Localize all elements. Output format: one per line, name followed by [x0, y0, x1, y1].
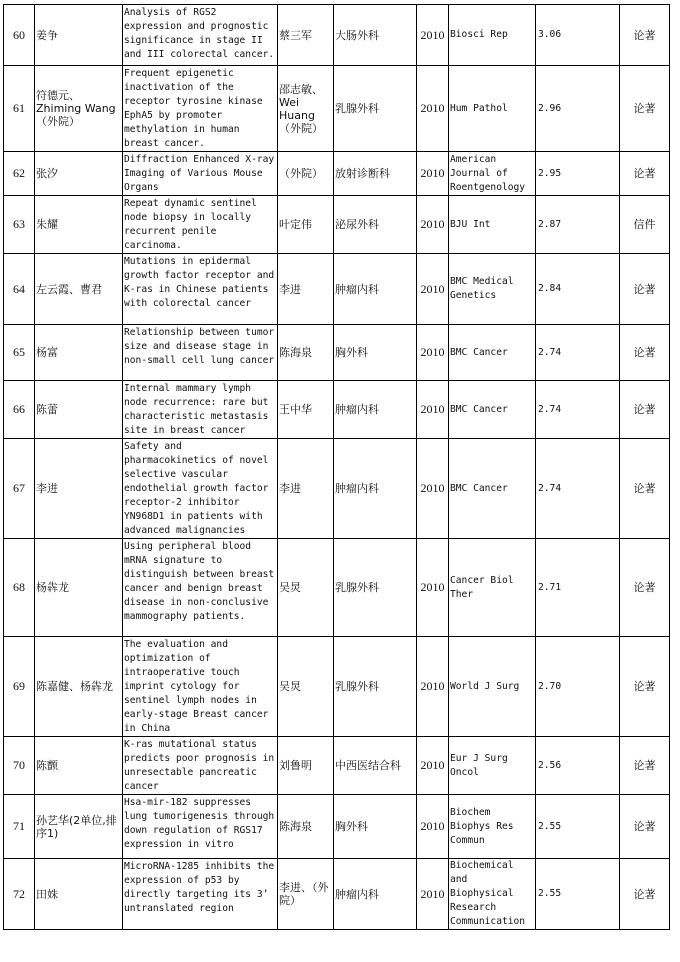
impact-factor-cell: 2.55	[536, 795, 620, 859]
article-type-cell: 论著	[620, 795, 670, 859]
row-number: 70	[4, 737, 35, 795]
paper-title-text: Diffraction Enhanced X-ray Imaging of Various Mouse Organs	[124, 154, 275, 193]
table-row	[4, 539, 670, 637]
impact-factor-cell: 2.84	[536, 254, 620, 325]
department-cell: 乳腺外科	[334, 66, 417, 152]
table-row	[4, 737, 670, 795]
author-cell: 符德元、Zhiming Wang （外院）	[35, 66, 123, 152]
table-row	[4, 439, 670, 539]
paper-title-text: Frequent epigenetic inactivation of the receptor tyrosine kinase EphA5 by promoter methylation in human breast cancer.	[124, 68, 263, 149]
table-row	[4, 254, 670, 325]
paper-title-text: Using peripheral blood mRNA signature to distinguish between breast cancer and benign breast disease in non-conclusive mammography patients.	[124, 541, 275, 622]
year-cell: 2010	[417, 637, 449, 737]
journal-cell	[449, 439, 536, 539]
paper-title-cell	[123, 196, 278, 254]
paper-title-text: The evaluation and optimization of intraoperative touch imprint cytology for sentinel lymph nodes in early-stage Breast cancer in China	[124, 639, 269, 734]
journal-cell	[449, 66, 536, 152]
paper-title-cell	[123, 381, 278, 439]
author-cell: 李进	[35, 439, 123, 539]
table-row	[4, 859, 670, 930]
paper-title-text: Internal mammary lymph node recurrence: rare but characteristic metastasis site in breast cancer	[124, 383, 269, 436]
journal-cell	[449, 5, 536, 66]
journal-name-text: BMC Cancer	[450, 403, 508, 415]
corresponding-author-cell: 蔡三军	[278, 5, 334, 66]
row-number: 68	[4, 539, 35, 637]
impact-factor-cell: 2.74	[536, 325, 620, 381]
journal-cell	[449, 795, 536, 859]
article-type-cell: 论著	[620, 152, 670, 196]
article-type-cell: 论著	[620, 254, 670, 325]
author-cell: 陈蕾	[35, 381, 123, 439]
impact-factor-cell: 2.55	[536, 859, 620, 930]
row-number: 69	[4, 637, 35, 737]
corresponding-author-cell: 邵志敏、Wei Huang （外院）	[278, 66, 334, 152]
row-number: 62	[4, 152, 35, 196]
corresponding-author-cell: 吴炅	[278, 637, 334, 737]
paper-title-cell	[123, 66, 278, 152]
year-cell: 2010	[417, 254, 449, 325]
corresponding-author-cell: 李进、（外院）	[278, 859, 334, 930]
journal-cell	[449, 152, 536, 196]
corresponding-author-cell: 陈海泉	[278, 325, 334, 381]
table-row	[4, 66, 670, 152]
department-cell: 肿瘤内科	[334, 859, 417, 930]
department-cell: 肿瘤内科	[334, 439, 417, 539]
row-number: 63	[4, 196, 35, 254]
author-cell: 姜争	[35, 5, 123, 66]
table-row	[4, 795, 670, 859]
paper-title-cell	[123, 439, 278, 539]
department-cell: 中西医结合科	[334, 737, 417, 795]
article-type-cell: 信件	[620, 196, 670, 254]
paper-title-text: Repeat dynamic sentinel node biopsy in locally recurrent penile carcinoma.	[124, 198, 257, 251]
year-cell: 2010	[417, 66, 449, 152]
year-cell: 2010	[417, 795, 449, 859]
table-row	[4, 325, 670, 381]
paper-title-cell	[123, 795, 278, 859]
corresponding-author-cell: 刘鲁明	[278, 737, 334, 795]
journal-name-text: BJU Int	[450, 218, 491, 230]
journal-name-text: Hum Pathol	[450, 102, 508, 114]
paper-title-text: Analysis of RGS2 expression and prognostic significance in stage II and III colorectal cancer.	[124, 7, 275, 60]
corresponding-author-cell: 陈海泉	[278, 795, 334, 859]
year-cell: 2010	[417, 196, 449, 254]
journal-name-text: Biochemical and Biophysical Research Communication	[450, 860, 526, 927]
paper-title-cell	[123, 637, 278, 737]
department-cell: 乳腺外科	[334, 539, 417, 637]
article-type-cell: 论著	[620, 859, 670, 930]
journal-name-text: BMC Cancer	[450, 346, 508, 358]
corresponding-author-cell: 王中华	[278, 381, 334, 439]
year-cell: 2010	[417, 439, 449, 539]
paper-title-text: MicroRNA-1285 inhibits the expression of p53 by directly targeting its 3’ untranslated region	[124, 861, 275, 914]
article-type-cell: 论著	[620, 66, 670, 152]
journal-cell	[449, 381, 536, 439]
journal-name-text: American Journal of Roentgenology	[450, 153, 526, 193]
department-cell: 放射诊断科	[334, 152, 417, 196]
paper-title-cell	[123, 325, 278, 381]
row-number: 67	[4, 439, 35, 539]
department-cell: 胸外科	[334, 795, 417, 859]
corresponding-author-cell: 李进	[278, 439, 334, 539]
author-cell: 田姝	[35, 859, 123, 930]
journal-cell	[449, 859, 536, 930]
article-type-cell: 论著	[620, 5, 670, 66]
year-cell: 2010	[417, 5, 449, 66]
article-type-cell: 论著	[620, 325, 670, 381]
author-cell: 左云霞、曹君	[35, 254, 123, 325]
year-cell: 2010	[417, 152, 449, 196]
impact-factor-cell: 2.96	[536, 66, 620, 152]
impact-factor-cell: 2.87	[536, 196, 620, 254]
impact-factor-cell: 2.74	[536, 381, 620, 439]
author-cell: 陈嘉健、杨犇龙	[35, 637, 123, 737]
corresponding-author-cell: （外院）	[278, 152, 334, 196]
publication-table	[3, 4, 670, 930]
journal-name-text: Biochem Biophys Res Commun	[450, 806, 514, 846]
journal-cell	[449, 539, 536, 637]
journal-name-text: BMC Cancer	[450, 482, 508, 494]
publication-table-body	[4, 5, 670, 930]
paper-title-text: Safety and pharmacokinetics of novel selective vascular endothelial growth factor receptor-2 inhibitor YN968D1 in patients with advanced malignancies	[124, 441, 269, 536]
journal-cell	[449, 196, 536, 254]
author-cell: 孙艺华(2单位,排序1)	[35, 795, 123, 859]
table-row	[4, 5, 670, 66]
year-cell: 2010	[417, 381, 449, 439]
row-number: 66	[4, 381, 35, 439]
impact-factor-cell: 2.74	[536, 439, 620, 539]
paper-title-cell	[123, 737, 278, 795]
journal-name-text: Cancer Biol Ther	[450, 574, 514, 600]
department-cell: 胸外科	[334, 325, 417, 381]
table-row	[4, 637, 670, 737]
journal-name-text: BMC Medical Genetics	[450, 276, 514, 301]
paper-title-cell	[123, 254, 278, 325]
paper-title-text: Relationship between tumor size and disease stage in non-small cell lung cancer	[124, 327, 275, 366]
journal-cell	[449, 325, 536, 381]
paper-title-text: Hsa-mir-182 suppresses lung tumorigenesis through down regulation of RGS17 expression in vitro	[124, 797, 275, 850]
journal-name-text: Eur J Surg Oncol	[450, 752, 508, 778]
department-cell: 大肠外科	[334, 5, 417, 66]
impact-factor-cell: 2.56	[536, 737, 620, 795]
paper-title-cell	[123, 152, 278, 196]
department-cell: 泌尿外科	[334, 196, 417, 254]
article-type-cell: 论著	[620, 637, 670, 737]
row-number: 72	[4, 859, 35, 930]
journal-cell	[449, 737, 536, 795]
journal-name-text: Biosci Rep	[450, 29, 508, 40]
table-row	[4, 381, 670, 439]
article-type-cell: 论著	[620, 737, 670, 795]
journal-cell	[449, 637, 536, 737]
department-cell: 肿瘤内科	[334, 254, 417, 325]
impact-factor-cell: 2.71	[536, 539, 620, 637]
impact-factor-cell: 2.95	[536, 152, 620, 196]
department-cell: 乳腺外科	[334, 637, 417, 737]
corresponding-author-cell: 叶定伟	[278, 196, 334, 254]
corresponding-author-cell: 李进	[278, 254, 334, 325]
row-number: 61	[4, 66, 35, 152]
article-type-cell: 论著	[620, 539, 670, 637]
publication-table-wrapper	[3, 4, 670, 930]
author-cell: 朱耀	[35, 196, 123, 254]
author-cell: 杨富	[35, 325, 123, 381]
year-cell: 2010	[417, 325, 449, 381]
corresponding-author-cell: 吴炅	[278, 539, 334, 637]
row-number: 64	[4, 254, 35, 325]
journal-cell	[449, 254, 536, 325]
journal-name-text: World J Surg	[450, 680, 520, 692]
author-cell: 陈颤	[35, 737, 123, 795]
paper-title-cell	[123, 859, 278, 930]
department-cell: 肿瘤内科	[334, 381, 417, 439]
row-number: 60	[4, 5, 35, 66]
row-number: 71	[4, 795, 35, 859]
paper-title-text: Mutations in epidermal growth factor receptor and K-ras in Chinese patients with colorectal cancer	[124, 256, 275, 309]
author-cell: 杨犇龙	[35, 539, 123, 637]
table-row	[4, 196, 670, 254]
impact-factor-cell: 2.70	[536, 637, 620, 737]
paper-title-cell	[123, 539, 278, 637]
year-cell: 2010	[417, 859, 449, 930]
article-type-cell: 论著	[620, 439, 670, 539]
impact-factor-cell: 3.06	[536, 5, 620, 66]
row-number: 65	[4, 325, 35, 381]
table-row	[4, 152, 670, 196]
paper-title-cell	[123, 5, 278, 66]
year-cell: 2010	[417, 539, 449, 637]
article-type-cell: 论著	[620, 381, 670, 439]
author-cell: 张汐	[35, 152, 123, 196]
year-cell: 2010	[417, 737, 449, 795]
paper-title-text: K-ras mutational status predicts poor prognosis in unresectable pancreatic cancer	[124, 739, 275, 792]
